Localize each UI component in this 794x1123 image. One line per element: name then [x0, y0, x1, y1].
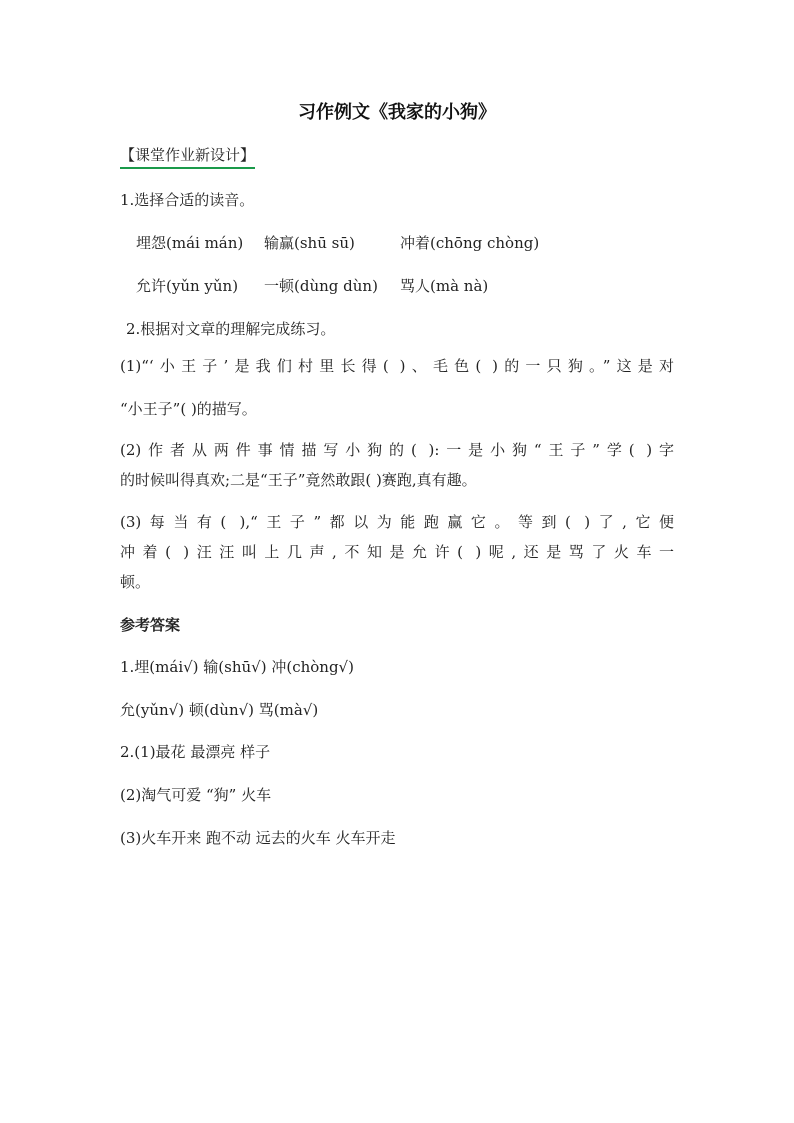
question-2-part-3-line-2: 冲着( )汪汪叫上几声,不知是允许( )呢,还是骂了火车一	[120, 543, 674, 561]
question-2-part-3-line-3: 顿。	[120, 573, 151, 591]
pinyin-item: 埋怨(mái mán)	[136, 234, 244, 252]
question-2-part-2-line-1: (2)作者从两件事情描写小狗的( ):一是小狗“王子”学( )字	[120, 441, 674, 459]
pinyin-item: 输赢(shū sū)	[264, 234, 355, 252]
pinyin-item: 冲着(chōng chòng)	[400, 234, 540, 252]
section-heading: 【课堂作业新设计】	[120, 145, 255, 169]
answer-1-line-1: 1.埋(mái√) 输(shū√) 冲(chòng√)	[120, 658, 354, 676]
pinyin-row-2	[136, 276, 488, 296]
answer-2-line-1: 2.(1)最花 最漂亮 样子	[120, 743, 271, 761]
pinyin-item: 骂人(mà nà)	[400, 277, 489, 295]
answer-2-line-2: (2)淘气可爱 “狗” 火车	[120, 786, 272, 804]
document-title: 习作例文《我家的小狗》	[298, 102, 496, 123]
question-2-part-1-line-2: “小王子”( )的描写。	[120, 400, 257, 418]
pinyin-item: 一顿(dùng dùn)	[264, 277, 378, 295]
question-2-part-3-line-1: (3)每当有( ),“王子”都以为能跑赢它。等到( )了,它便	[120, 513, 674, 531]
answers-heading: 参考答案	[120, 616, 181, 634]
pinyin-item: 允许(yǔn yǔn)	[136, 277, 239, 295]
answer-1-line-2: 允(yǔn√) 顿(dùn√) 骂(mà√)	[120, 701, 319, 719]
question-2-part-1-line-1: (1)“‘小王子’是我们村里长得( )、毛色( )的一只狗。”这是对	[120, 357, 674, 375]
question-2-part-2-line-2: 的时候叫得真欢;二是“王子”竟然敢跟( )赛跑,真有趣。	[120, 471, 477, 489]
question-1-prompt: 1.选择合适的读音。	[120, 191, 255, 209]
answer-2-line-3: (3)火车开来 跑不动 远去的火车 火车开走	[120, 829, 396, 847]
question-2-prompt: 2.根据对文章的理解完成练习。	[126, 320, 336, 338]
pinyin-row-1	[136, 233, 539, 253]
